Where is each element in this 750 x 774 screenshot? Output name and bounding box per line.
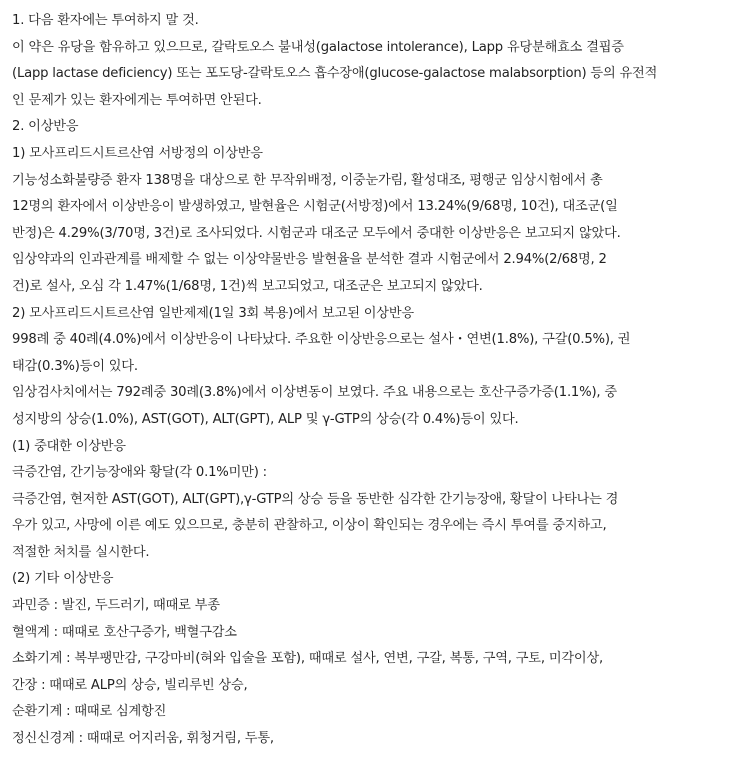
subsection-heading-serious: (1) 중대한 이상반응 <box>12 438 126 454</box>
paragraph-line: 12명의 환자에서 이상반응이 발생하였고, 발현율은 시험군(서방정)에서 13.24%(9/68명, 10건), 대조군(일 <box>12 199 618 215</box>
paragraph-line: 극증간염, 현저한 AST(GOT), ALT(GPT),γ-GTP의 상승 등을 동반한 심각한 간기능장애, 황달이 나타나는 경 <box>12 491 619 507</box>
paragraph-line: 이 약은 유당을 함유하고 있으므로, 갈락토오스 불내성(galactose intolerance), Lapp 유당분해효소 결핍증 <box>12 39 624 55</box>
paragraph-line: 건)로 설사, 오심 각 1.47%(1/68명, 1건)씩 보고되었고, 대조군은 보고되지 않았다. <box>12 278 483 294</box>
subsection-heading-general-formulation: 2) 모사프리드시트르산염 일반제제(1일 3회 복용)에서 보고된 이상반응 <box>12 305 414 321</box>
paragraph-line: 기능성소화불량증 환자 138명을 대상으로 한 무작위배정, 이중눈가림, 활성대조, 평행군 임상시험에서 총 <box>12 172 603 188</box>
paragraph-line: 인 문제가 있는 환자에게는 투여하면 안된다. <box>12 92 262 108</box>
paragraph-line: 성지방의 상승(1.0%), AST(GOT), ALT(GPT), ALP 및 γ-GTP의 상승(각 0.4%)등이 있다. <box>12 411 519 427</box>
subsection-heading-extended-release: 1) 모사프리드시트르산염 서방정의 이상반응 <box>12 145 263 161</box>
paragraph-line: 임상검사치에서는 792례중 30례(3.8%)에서 이상변동이 보였다. 주요 내용으로는 호산구증가증(1.1%), 중 <box>12 385 617 401</box>
list-item: 순환기계 : 때때로 심계항진 <box>12 704 167 720</box>
paragraph-line: 적절한 처치를 실시한다. <box>12 544 150 560</box>
section-heading-adverse-reactions: 2. 이상반응 <box>12 119 79 135</box>
paragraph-line: (Lapp lactase deficiency) 또는 포도당-갈락토오스 흡수장애(glucose-galactose malabsorption) 등의 유전적 <box>12 66 658 82</box>
paragraph-line: 극증간염, 간기능장애와 황달(각 0.1%미만) : <box>12 465 267 481</box>
paragraph-line: 태감(0.3%)등이 있다. <box>12 358 138 374</box>
paragraph-line: 998례 중 40례(4.0%)에서 이상반응이 나타났다. 주요한 이상반응으로는 설사・연변(1.8%), 구갈(0.5%), 권 <box>12 332 631 348</box>
paragraph-line: 우가 있고, 사망에 이른 예도 있으므로, 충분히 관찰하고, 이상이 확인되는 경우에는 즉시 투여를 중지하고, <box>12 518 607 534</box>
list-item: 정신신경계 : 때때로 어지러움, 휘청거림, 두통, <box>12 731 274 747</box>
paragraph-line: 반정)은 4.29%(3/70명, 3건)로 조사되었다. 시험군과 대조군 모두에서 중대한 이상반응은 보고되지 않았다. <box>12 225 621 241</box>
subsection-heading-other: (2) 기타 이상반응 <box>12 571 114 587</box>
list-item: 간장 : 때때로 ALP의 상승, 빌리루빈 상승, <box>12 677 248 693</box>
section-heading-contraindications: 1. 다음 환자에는 투여하지 말 것. <box>12 13 199 28</box>
list-item: 과민증 : 발진, 두드러기, 때때로 부종 <box>12 598 220 614</box>
list-item: 혈액계 : 때때로 호산구증가, 백혈구감소 <box>12 624 237 640</box>
list-item: 소화기계 : 복부팽만감, 구강마비(혀와 입술을 포함), 때때로 설사, 연변, 구갈, 복통, 구역, 구토, 미각이상, <box>12 651 603 667</box>
paragraph-line: 임상약과의 인과관계를 배제할 수 없는 이상약물반응 발현율을 분석한 결과 시험군에서 2.94%(2/68명, 2 <box>12 252 607 268</box>
